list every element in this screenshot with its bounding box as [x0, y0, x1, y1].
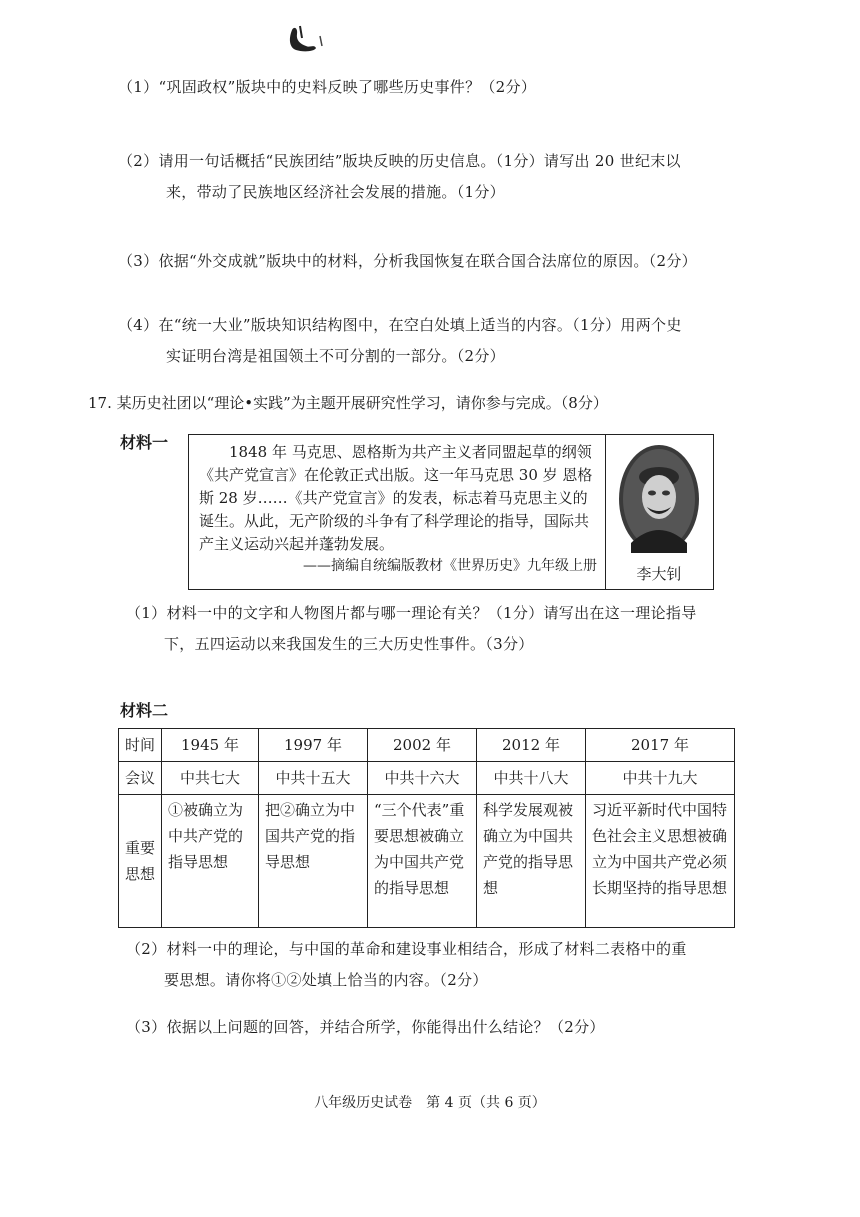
- row-label-thought: [119, 795, 162, 928]
- material-1-box: [188, 434, 714, 590]
- question-16-1: [118, 72, 536, 103]
- material-2-label: 材料二: [120, 701, 169, 720]
- year-cell: 2002 年: [368, 729, 477, 762]
- question-line: （3）依据“外交成就”版块中的材料，分析我国恢复在联合国合法席位的原因。（2分）: [118, 252, 697, 270]
- year-cell: 2017 年: [586, 729, 735, 762]
- question-16-4: [118, 310, 682, 372]
- thought-text: 习近平新时代中国特色社会主义思想被确立为中国共产党必须长期坚持的指导思想: [592, 801, 728, 897]
- material-1-label: 材料一: [120, 433, 169, 452]
- question-line: 实证明台湾是祖国领土不可分割的一部分。（2分）: [166, 347, 505, 365]
- material-1-text: [199, 441, 597, 556]
- table-row-thought: [119, 795, 735, 928]
- question-line: （4）在“统一大业”版块知识结构图中，在空白处填上适当的内容。（1分）用两个史: [118, 316, 682, 334]
- row-label-time: 时间: [119, 729, 162, 762]
- thought-cell: [162, 795, 259, 928]
- thought-text: “三个代表”重要思想被确立为中国共产党的指导思想: [374, 801, 465, 897]
- row-label-meeting: 会议: [119, 762, 162, 795]
- portrait-caption: 李大钊: [636, 565, 682, 583]
- table-row-meeting: [119, 762, 735, 795]
- question-line: （2）材料一中的理论，与中国的革命和建设事业相结合，形成了材料二表格中的重: [126, 940, 687, 958]
- question-16-2: [118, 146, 681, 208]
- thought-cell: [259, 795, 368, 928]
- thought-text: ①被确立为中共产党的指导思想: [168, 801, 244, 871]
- question-17-1: [126, 598, 697, 660]
- question-line: （1）材料一中的文字和人物图片都与哪一理论有关？（1分）请写出在这一理论指导: [126, 604, 697, 622]
- thought-text: 科学发展观被确立为中国共产党的指导思想: [483, 801, 574, 897]
- year-cell: 1945 年: [162, 729, 259, 762]
- question-line: （3）依据以上问题的回答，并结合所学，你能得出什么结论？（2分）: [126, 1018, 605, 1036]
- question-line: 要思想。请你将①②处填上恰当的内容。（2分）: [164, 971, 488, 989]
- question-line: （2）请用一句话概括“民族团结”版块反映的历史信息。（1分）请写出 20 世纪末以: [118, 152, 681, 170]
- row-label-thought-text: 重要思想: [124, 839, 155, 883]
- thought-text: 把②确立为中国共产党的指导思想: [265, 801, 356, 871]
- thought-cell: [586, 795, 735, 928]
- meeting-cell: 中共十六大: [368, 762, 477, 795]
- question-line: （1）“巩固政权”版块中的史料反映了哪些历史事件？（2分）: [118, 78, 537, 96]
- li-dazhao-portrait-image: [617, 443, 701, 555]
- page-footer: 八年级历史试卷 第 4 页（共 6 页）: [314, 1095, 546, 1111]
- ink-blot-mark: [280, 22, 330, 58]
- question-line: 来，带动了民族地区经济社会发展的措施。（1分）: [166, 183, 505, 201]
- material-2-table: [118, 728, 735, 928]
- material-1-paragraph: 1848 年 马克思、恩格斯为共产主义者同盟起草的纲领《共产党宣言》在伦敦正式出版。这一年马克思 30 岁 恩格斯 28 岁……《共产党宣言》的发表，标志着马克思主义的诞生。从此，无产阶级的斗争有了科学理论的指导，国际共产主义运动兴起并蓬勃发展。: [199, 443, 593, 553]
- year-cell: 1997 年: [259, 729, 368, 762]
- meeting-cell: 中共七大: [162, 762, 259, 795]
- meeting-cell: 中共十八大: [477, 762, 586, 795]
- meeting-cell: 中共十九大: [586, 762, 735, 795]
- question-17-stem: 17. 某历史社团以“理论•实践”为主题开展研究性学习，请你参与完成。（8分）: [88, 394, 608, 412]
- material-1-source: ——摘编自统编版教材《世界历史》九年级上册: [303, 558, 597, 574]
- question-17-3: [126, 1012, 605, 1043]
- thought-cell: [368, 795, 477, 928]
- question-line: 下，五四运动以来我国发生的三大历史性事件。（3分）: [164, 635, 534, 653]
- table-row-time: [119, 729, 735, 762]
- year-cell: 2012 年: [477, 729, 586, 762]
- question-16-3: [118, 246, 697, 277]
- question-17-2: [126, 934, 687, 996]
- thought-cell: [477, 795, 586, 928]
- meeting-cell: 中共十五大: [259, 762, 368, 795]
